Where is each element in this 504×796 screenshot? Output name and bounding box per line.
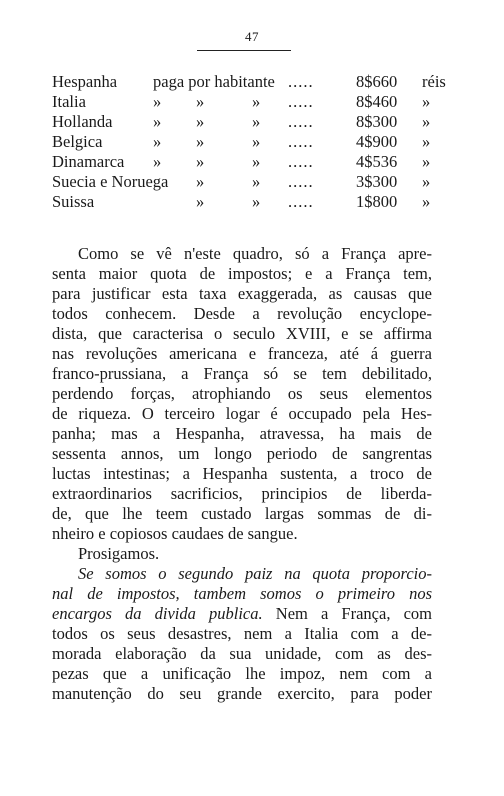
italic-line: Se somos o segundo paiz na quota proporcio- bbox=[78, 564, 432, 583]
text-line: extraordinarios sacrificios, principios de liberda- bbox=[52, 484, 432, 503]
ditto-mark: » bbox=[196, 112, 205, 131]
leader-dots: ..... bbox=[288, 112, 314, 131]
ditto-mark: » bbox=[252, 192, 261, 211]
page-number: 47 bbox=[245, 29, 259, 44]
ditto-mark: » bbox=[422, 112, 431, 131]
ditto-mark: » bbox=[196, 192, 205, 211]
tax-value: 8$300 bbox=[356, 112, 398, 131]
leader-dots: ..... bbox=[288, 172, 314, 191]
text-line: morada elaboração da sua unidade, com as des- bbox=[52, 644, 432, 663]
table-row bbox=[52, 112, 462, 132]
country-name: Suissa bbox=[52, 192, 95, 211]
text-line: dista, que caracterisa o seculo XVIII, e se affirma bbox=[52, 324, 432, 343]
text-line: para justificar esta taxa exaggerada, as causas que bbox=[52, 284, 432, 303]
country-name: Dinamarca bbox=[52, 152, 125, 171]
text-line: panha; mas a Hespanha, atravessa, ha mais de bbox=[52, 424, 432, 443]
ditto-mark: » bbox=[422, 172, 431, 191]
table-row bbox=[52, 132, 462, 152]
text-line: todos os seus desastres, nem a Italia com a de- bbox=[52, 624, 432, 643]
table-row bbox=[52, 92, 462, 112]
italic-phrase: encargos da divida publica. bbox=[52, 604, 263, 623]
leader-dots: ..... bbox=[288, 152, 314, 171]
ditto-mark: » bbox=[252, 92, 261, 111]
text-line: sessenta annos, um longo periodo de sangrentas bbox=[52, 444, 432, 463]
tax-value: 4$900 bbox=[356, 132, 398, 151]
ditto-mark: » bbox=[422, 132, 431, 151]
table-row bbox=[52, 152, 462, 172]
ditto-mark: » bbox=[422, 192, 431, 211]
mixed-line bbox=[52, 604, 432, 624]
text-line: nheiro e copiosos caudaes de sangue. bbox=[52, 524, 298, 543]
row-description: paga por habitante bbox=[153, 72, 275, 91]
table-row bbox=[52, 192, 462, 212]
ditto-mark: » bbox=[153, 152, 162, 171]
text-line: de, que lhe teem custado largas sommas de di- bbox=[52, 504, 432, 523]
country-name: Italia bbox=[52, 92, 86, 111]
ditto-mark: » bbox=[422, 152, 431, 171]
ditto-mark: » bbox=[153, 92, 162, 111]
leader-dots: ..... bbox=[288, 92, 314, 111]
text-line: luctas intestinas; a Hespanha sustenta, a troco de bbox=[52, 464, 432, 483]
currency-unit: réis bbox=[422, 72, 446, 91]
country-name: Hespanha bbox=[52, 72, 118, 91]
leader-dots: ..... bbox=[288, 192, 314, 211]
ditto-mark: » bbox=[422, 92, 431, 111]
ditto-mark: » bbox=[196, 92, 205, 111]
text-line: perdendo forças, atrophiando os seus elementos bbox=[52, 384, 432, 403]
leader-dots: ..... bbox=[288, 72, 314, 91]
italic-line: nal de impostos, tambem somos o primeiro nos bbox=[52, 584, 432, 603]
short-paragraph: Prosigamos. bbox=[78, 544, 160, 563]
text-line: manutenção do seu grande exercito, para poder bbox=[52, 684, 432, 703]
country-name: Suecia e Noruega bbox=[52, 172, 169, 191]
ditto-mark: » bbox=[196, 152, 205, 171]
ditto-mark: » bbox=[252, 132, 261, 151]
text-line: de riqueza. O terceiro logar é occupado pela Hes- bbox=[52, 404, 432, 423]
tax-table bbox=[52, 72, 462, 212]
tax-value: 4$536 bbox=[356, 152, 398, 171]
ditto-mark: » bbox=[252, 112, 261, 131]
tax-value: 1$800 bbox=[356, 192, 398, 211]
ditto-mark: » bbox=[153, 132, 162, 151]
tax-value: 8$460 bbox=[356, 92, 398, 111]
text-line: franco-prussiana, a França só se tem debilitado, bbox=[52, 364, 432, 383]
tax-value: 3$300 bbox=[356, 172, 398, 191]
leader-dots: ..... bbox=[288, 132, 314, 151]
ditto-mark: » bbox=[252, 172, 261, 191]
country-name: Belgica bbox=[52, 132, 103, 151]
text-line: nas revoluções americana e franceza, até á guerra bbox=[52, 344, 432, 363]
table-row bbox=[52, 172, 462, 192]
ditto-mark: » bbox=[153, 112, 162, 131]
ditto-mark: » bbox=[196, 132, 205, 151]
text-line: todos conhecem. Desde a revolução encyclope- bbox=[52, 304, 432, 323]
text-line: pezas que a unificação lhe impoz, nem com a bbox=[52, 664, 432, 683]
tax-value: 8$660 bbox=[356, 72, 398, 91]
table-row bbox=[52, 72, 462, 92]
ditto-mark: » bbox=[252, 152, 261, 171]
ditto-mark: » bbox=[196, 172, 205, 191]
country-name: Hollanda bbox=[52, 112, 113, 131]
body-text bbox=[52, 244, 432, 704]
header-rule bbox=[197, 50, 291, 51]
text-line: senta maior quota de impostos; e a França tem, bbox=[52, 264, 432, 283]
text-line: Como se vê n'este quadro, só a França apre- bbox=[78, 244, 432, 263]
roman-phrase: Nem a França, com bbox=[262, 604, 432, 623]
